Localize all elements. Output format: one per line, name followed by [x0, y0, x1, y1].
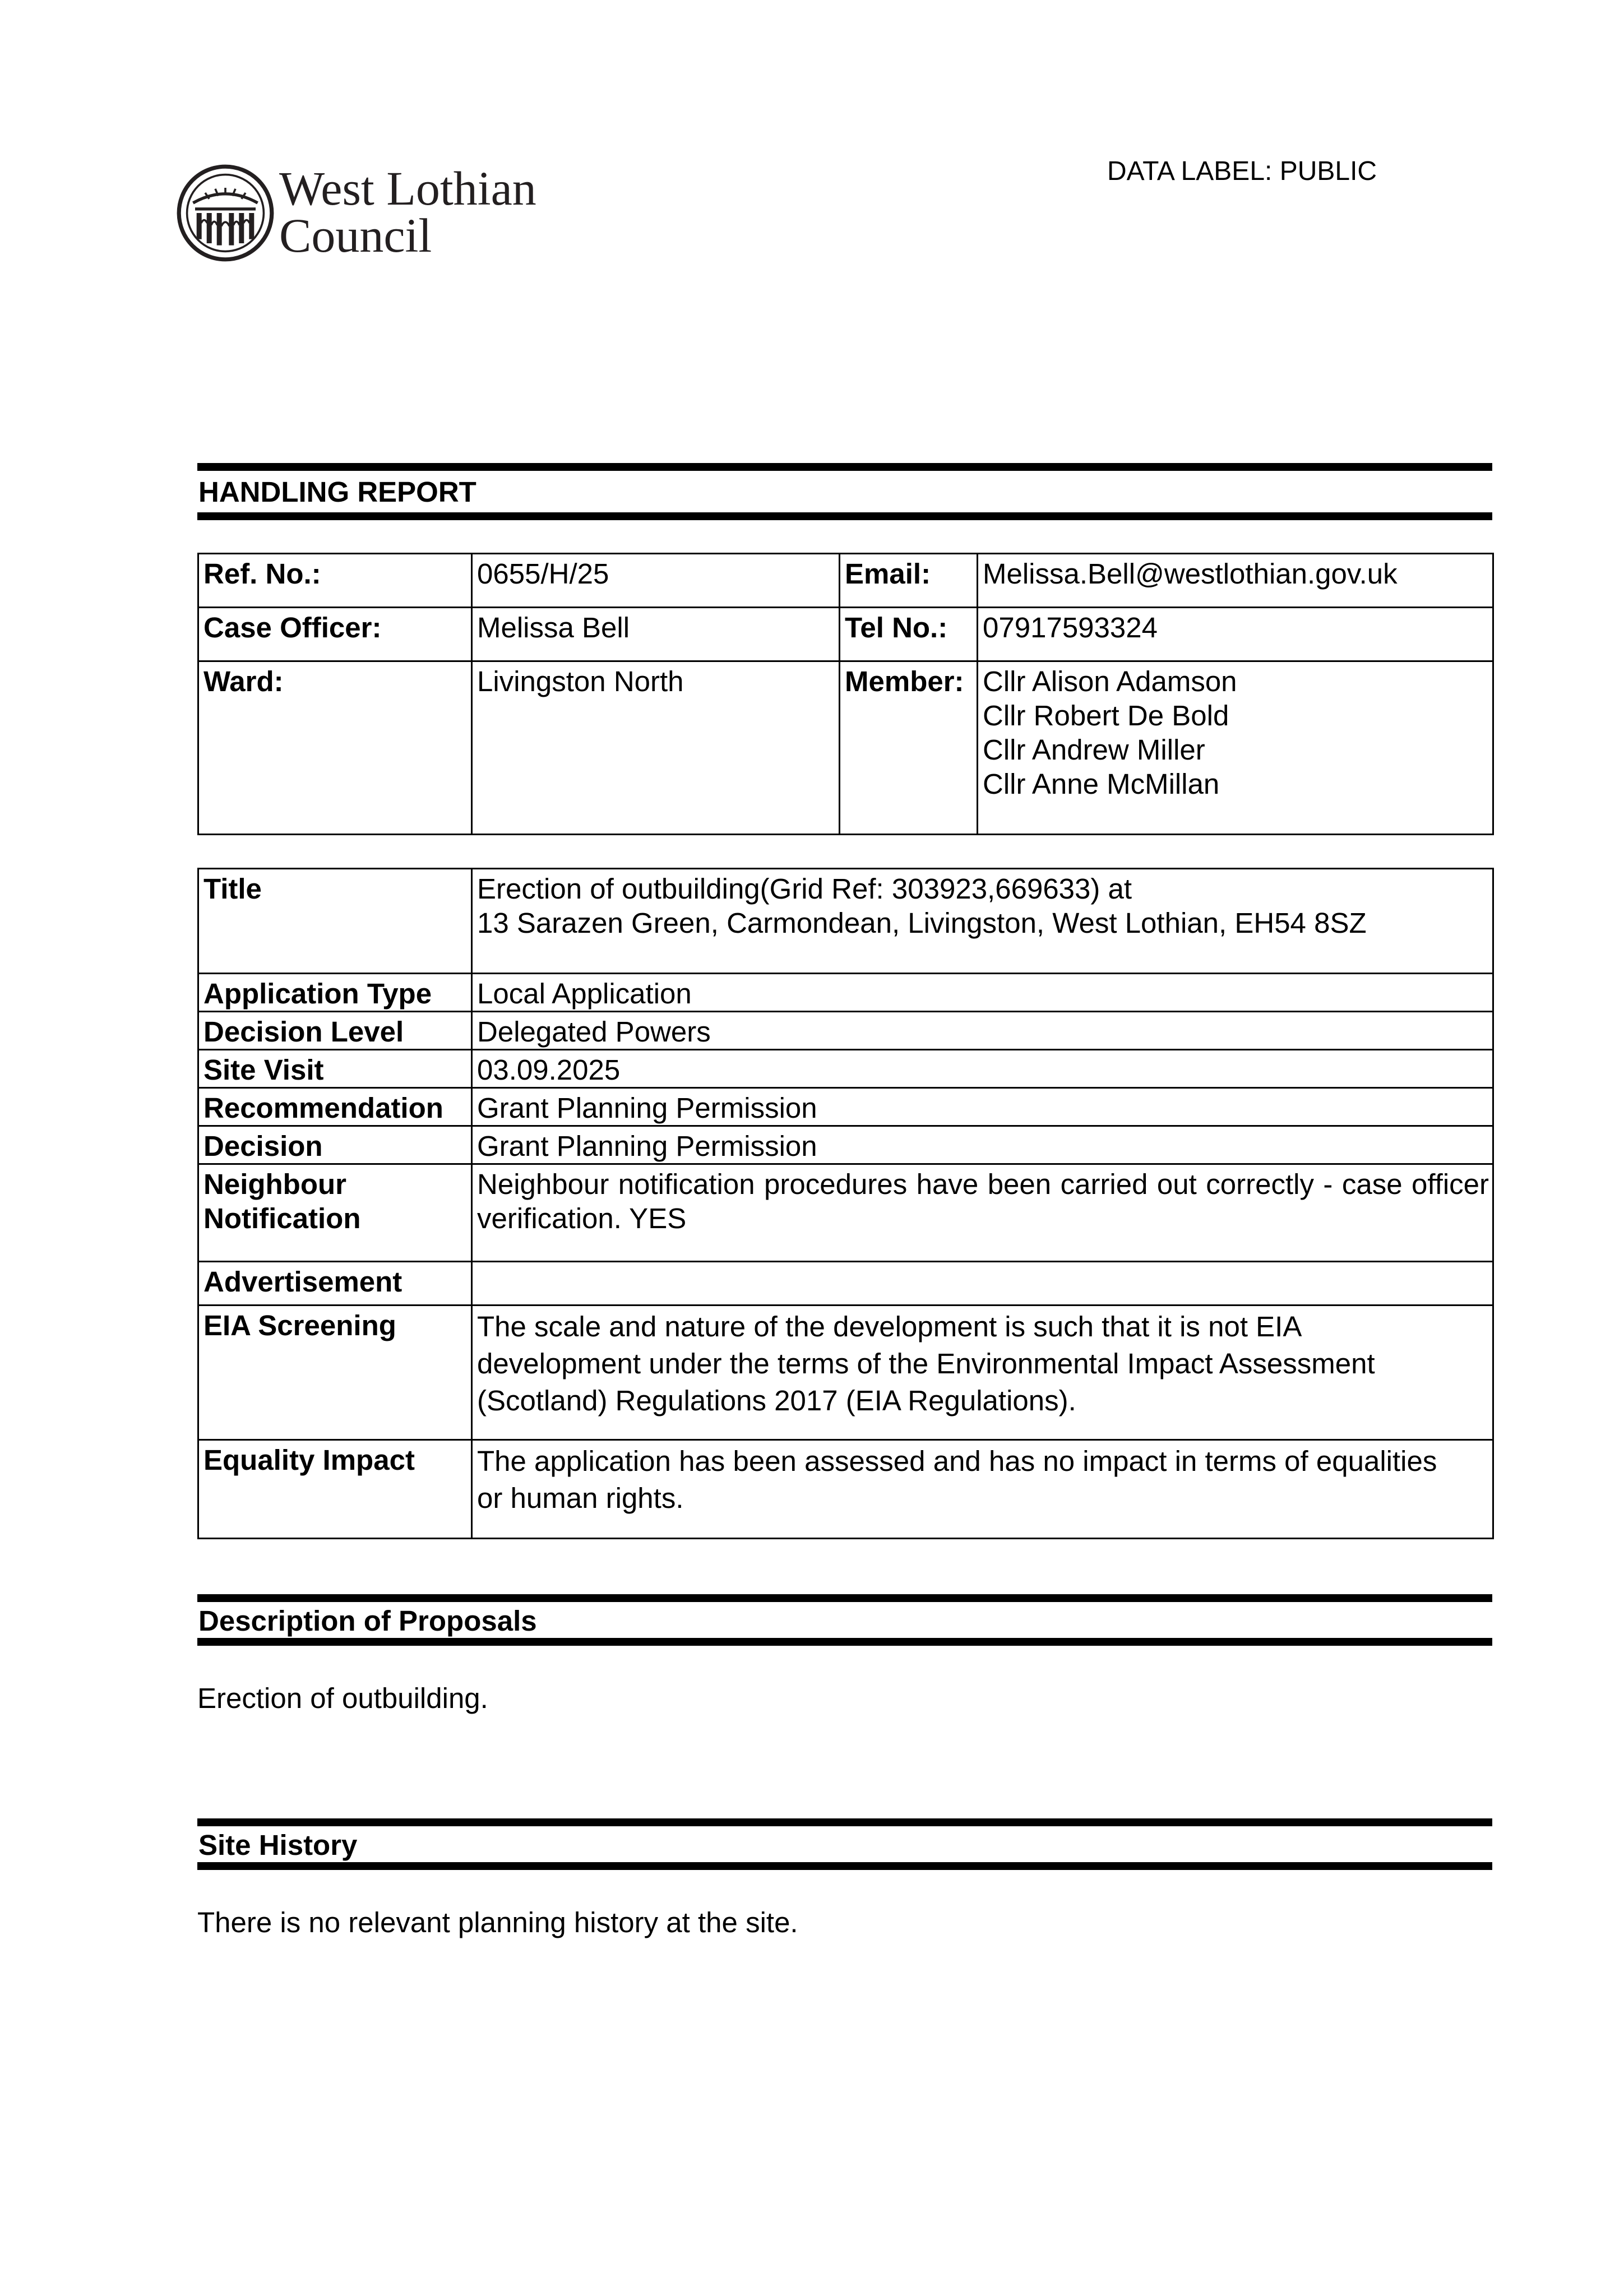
application-type-label: Application Type [198, 974, 472, 1012]
case-details-table [197, 553, 1494, 835]
equality-impact-value: The application has been assessed and has no impact in terms of equalities or human rights. [472, 1440, 1493, 1539]
table-row [198, 608, 1493, 661]
advertisement-value [472, 1262, 1493, 1306]
site-history-text: There is no relevant planning history at the site. [197, 1906, 798, 1938]
council-logo [175, 161, 556, 268]
ward-label: Ward: [198, 661, 472, 835]
tel-label: Tel No.: [840, 608, 978, 661]
recommendation-label: Recommendation [198, 1088, 472, 1126]
logo-wordmark: West Lothian Council [279, 161, 536, 262]
email-value: Melissa.Bell@westlothian.gov.uk [978, 554, 1493, 608]
description-text: Erection of outbuilding. [197, 1682, 488, 1714]
member-label: Member: [840, 661, 978, 835]
table-row [198, 661, 1493, 835]
table-row [198, 1050, 1493, 1088]
table-row [198, 1126, 1493, 1164]
officer-value: Melissa Bell [472, 608, 840, 661]
data-label: DATA LABEL: PUBLIC [1107, 156, 1377, 186]
title-value: Erection of outbuilding(Grid Ref: 303923,669633) at 13 Sarazen Green, Carmondean, Livingston, West Lothian, EH54 8SZ [472, 869, 1493, 974]
eia-screening-value: The scale and nature of the development is such that it is not EIA development under the terms of the Environmental Impact Assessment (Scotland) Regulations 2017 (EIA Regulations). [472, 1306, 1493, 1440]
table-row [198, 1262, 1493, 1306]
title-label: Title [198, 869, 472, 974]
member-list [978, 661, 1493, 835]
member-name: Cllr Andrew Miller [983, 734, 1205, 766]
table-row [198, 554, 1493, 608]
application-details-table [197, 868, 1494, 1539]
table-row [198, 974, 1493, 1012]
member-name: Cllr Alison Adamson [983, 665, 1237, 697]
table-row [198, 1088, 1493, 1126]
member-name: Cllr Robert De Bold [983, 700, 1229, 732]
equality-impact-label: Equality Impact [198, 1440, 472, 1539]
viaduct-emblem-icon [175, 163, 276, 263]
site-visit-value: 03.09.2025 [472, 1050, 1493, 1088]
neighbour-notification-value: Neighbour notification procedures have been carried out correctly - case officer verification. YES [472, 1164, 1493, 1262]
table-row [198, 1306, 1493, 1440]
decision-level-value: Delegated Powers [472, 1012, 1493, 1050]
ward-value: Livingston North [472, 661, 840, 835]
eia-screening-label: EIA Screening [198, 1306, 472, 1440]
table-row [198, 1164, 1493, 1262]
site-visit-label: Site Visit [198, 1050, 472, 1088]
email-label: Email: [840, 554, 978, 608]
site-history-heading: Site History [197, 1818, 1492, 1870]
officer-label: Case Officer: [198, 608, 472, 661]
description-heading: Description of Proposals [197, 1594, 1492, 1646]
decision-label: Decision [198, 1126, 472, 1164]
neighbour-notification-label: Neighbour Notification [198, 1164, 472, 1262]
tel-value: 07917593324 [978, 608, 1493, 661]
decision-level-label: Decision Level [198, 1012, 472, 1050]
table-row [198, 1440, 1493, 1539]
decision-value: Grant Planning Permission [472, 1126, 1493, 1164]
recommendation-value: Grant Planning Permission [472, 1088, 1493, 1126]
application-type-value: Local Application [472, 974, 1493, 1012]
advertisement-label: Advertisement [198, 1262, 472, 1306]
member-name: Cllr Anne McMillan [983, 768, 1220, 800]
ref-value: 0655/H/25 [472, 554, 840, 608]
table-row [198, 1012, 1493, 1050]
table-row [198, 869, 1493, 974]
ref-label: Ref. No.: [198, 554, 472, 608]
report-title: HANDLING REPORT [197, 463, 1492, 520]
